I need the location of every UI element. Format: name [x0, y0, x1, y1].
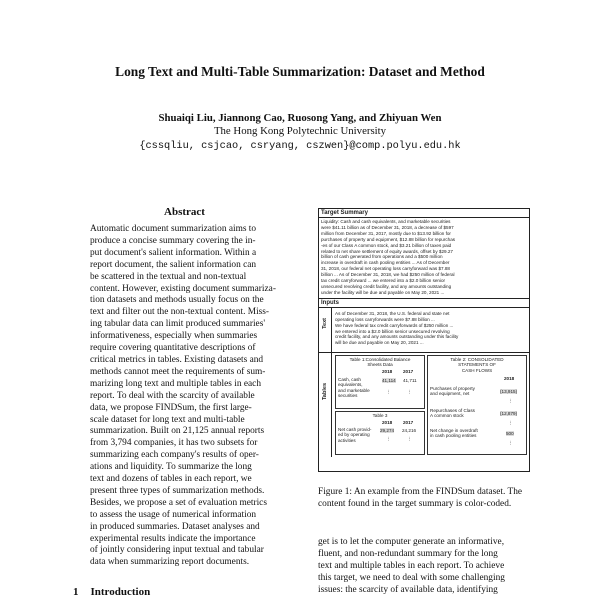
table-2-row-2-value: (12,879): [500, 410, 518, 416]
inputs-header: Inputs: [321, 299, 339, 306]
abstract-line: ing tabular data can limit produced summaries': [90, 319, 266, 330]
table-1-value-2017: 41,711: [403, 377, 417, 383]
abstract-line: methods cannot meet the requirements of sum-: [90, 366, 266, 377]
table-2-row-2-label: Repurchases of Class A common stock: [430, 407, 475, 419]
input-text-line: operating loss carryforwards were $7.88 billion ...: [335, 316, 435, 322]
table-2-ellipsis-2: ⋮: [508, 419, 513, 425]
abstract-line: summarization. Built on 21,125 annual reports: [90, 426, 265, 437]
abstract-line: of jointly considering input textual and tabular: [90, 545, 264, 556]
table-2-row-1-value: (13,915): [500, 388, 518, 394]
paper-title: Long Text and Multi-Table Summarization: Dataset and Method: [115, 64, 485, 79]
abstract-line: text and dozens of tables in each report, we: [90, 474, 252, 485]
table-3-ellipsis-2: ⋮: [407, 435, 412, 441]
body-line: this target, we need to deal with some challenging: [318, 572, 505, 583]
right-column-body: [318, 537, 530, 597]
abstract-line: report document, the salient information can: [90, 259, 257, 270]
abstract-heading: Abstract: [164, 206, 205, 218]
target-summary-line: related to net share settlement of equity awards, offset by $29.27: [321, 248, 453, 254]
body-line: issues: the scarcity of available data, identifying: [318, 584, 498, 595]
abstract-line: marizing long text and multiple tables in each: [90, 378, 261, 389]
abstract-line: content. However, existing document summariza-: [90, 283, 276, 294]
abstract-line: summarizing each company's results of oper-: [90, 450, 259, 461]
table-2-row-3-value: 500: [506, 430, 514, 436]
target-summary-line: under the facility will be due and payable on May 20, 2021 ...: [321, 289, 445, 295]
target-summary-line: 31, 2018, our federal net operating loss carryforward was $7.88: [321, 266, 450, 272]
table-3-row-label: Net cash provid- ed by operating activities: [338, 426, 372, 443]
target-summary-line: increase in overdraft in cash pooling entities ... As of December: [321, 260, 450, 266]
intro-title: Introduction: [90, 586, 151, 598]
target-summary-line: unsecured revolving credit facility, and any amounts outstanding: [321, 283, 452, 289]
abstract-line: put document's salient information. Within a: [90, 247, 257, 258]
table-2-row-1-label: Purchases of property and equipment, net: [430, 385, 475, 397]
body-line: get is to let the computer generate an informative,: [318, 537, 505, 547]
target-summary-line: million from December 31, 2017, mostly due to $13.92 billion for: [321, 230, 451, 236]
target-summary-header: Target Summary: [321, 210, 368, 216]
abstract-line: in produced summaries. Dataset analyses and: [90, 521, 260, 532]
target-summary-line: were $41.11 billion as of December 31, 2018, a decrease of $597: [321, 224, 454, 230]
figure-1: [318, 208, 530, 472]
figure-caption: [318, 487, 530, 510]
input-text: [333, 311, 460, 346]
table-1-year-2017: 2017: [403, 368, 414, 374]
table-3: [335, 411, 425, 455]
target-summary-text: [319, 218, 529, 296]
table-3-value-2018: 29,274: [380, 427, 395, 433]
table-3-ellipsis: ⋮: [386, 435, 391, 441]
table-2-year-2018: 2018: [504, 375, 515, 381]
abstract-line: tion datasets and methods usually focus on the: [90, 295, 264, 306]
table-1: [335, 355, 425, 409]
table-2-title: Table 2: CONSOLIDATED STATEMENTS OF CASH FLOWS: [450, 356, 504, 373]
abstract-line: present three types of summarization methods.: [90, 485, 265, 496]
target-summary-line: billion of cash generated from operations and a $500 million: [321, 254, 443, 260]
abstract-line: informativeness, especially when summaries: [90, 331, 258, 342]
table-1-ellipsis: ⋮: [386, 388, 391, 394]
abstract-line: text and filter out the non-textual content. Miss-: [90, 307, 270, 318]
table-2-ellipsis-3: ⋮: [508, 439, 513, 445]
target-summary-line: billion ... As of December 31, 2018, we had $250 million of federal: [321, 272, 455, 278]
table-1-year-2018: 2018: [382, 368, 393, 374]
table-2-row-3-label: Net change in overdraft in cash pooling entities: [430, 427, 478, 439]
abstract-line: data, we propose FINDSum, the first large-: [90, 402, 252, 413]
abstract-body: [90, 224, 282, 569]
body-line: fluent, and non-redundant summary for the long: [318, 548, 498, 559]
body-line: text and multiple tables in each report. To achieve: [318, 560, 505, 571]
table-2-ellipsis-1: ⋮: [508, 397, 513, 403]
table-1-row-label: Cash, cash equivalents, and marketable securities: [338, 376, 370, 399]
abstract-line: Besides, we propose a set of evaluation metrics: [90, 497, 267, 508]
table-3-year-2018: 2018: [382, 419, 393, 425]
table-3-title: Table 3: [372, 412, 388, 418]
abstract-line: data when summarizing report documents.: [90, 557, 250, 568]
abstract-line: ations and liquidity. To summarize the long: [90, 462, 252, 473]
abstract-line: Automatic document summarization aims to: [90, 224, 257, 234]
abstract-line: scale dataset for long text and multi-table: [90, 414, 245, 425]
input-text-line: we entered into a $2.0 billion senior unsecured revolving: [335, 328, 450, 334]
caption-line: Figure 1: An example from the FINDSum dataset. The: [318, 487, 523, 497]
input-text-line: As of December 31, 2018, the U.S. federal and state net: [335, 310, 450, 316]
tables-label: Tables: [322, 382, 328, 400]
abstract-line: report. To deal with the scarcity of available: [90, 390, 255, 401]
intro-heading: [73, 586, 162, 598]
input-text-line: will be due and payable on May 20, 2021 ...: [335, 340, 424, 346]
abstract-line: experimental results indicate the importance: [90, 533, 256, 544]
target-summary-line: tax credit carryforward ... we entered into a $2.0 billion senior: [321, 278, 446, 284]
table-3-year-2017: 2017: [403, 419, 414, 425]
abstract-line: critical metrics in tables. Existing datasets and: [90, 354, 264, 365]
target-summary-line: Liquidity: Cash and cash equivalents, and marketable securities: [321, 219, 451, 224]
text-label: Text: [322, 317, 328, 329]
input-text-line: We have federal tax credit carryforwards of $250 million ...: [335, 322, 454, 328]
paper-affiliation: The Hong Kong Polytechnic University: [213, 125, 387, 137]
input-text-line: credit facility, and any amounts outstanding under this facility: [335, 334, 459, 340]
abstract-line: to assess the usage of numerical information: [90, 509, 257, 520]
abstract-line: from 3,794 companies, it has two subsets for: [90, 438, 258, 449]
table-1-title: Table 1:Consolidated Balance Sheets Data: [349, 356, 411, 368]
table-1-value-2018: 41,114: [382, 377, 396, 383]
intro-number: 1: [73, 586, 79, 598]
caption-line: content found in the target summary is color-coded.: [318, 498, 512, 509]
target-summary-line: purchases of property and equipment, $12.88 billion for repurchas: [321, 236, 456, 242]
target-summary-line: -es of our Class A common stock, and $3.21 billion of taxes paid: [321, 242, 452, 248]
table-1-ellipsis-2: ⋮: [407, 388, 412, 394]
abstract-line: require covering quantitative descriptions of: [90, 343, 256, 354]
paper-emails: {cssqliu, csjcao, csryang, cszwen}@comp.polyu.edu.hk: [139, 140, 461, 152]
paper-authors: Shuaiqi Liu, Jiannong Cao, Ruosong Yang, and Zhiyuan Wen: [158, 112, 442, 124]
abstract-line: be scattered in the textual and non-textual: [90, 271, 247, 282]
table-2: [427, 355, 527, 455]
abstract-line: produce a concise summary covering the in-: [90, 235, 256, 246]
table-3-value-2017: 24,216: [402, 427, 417, 433]
